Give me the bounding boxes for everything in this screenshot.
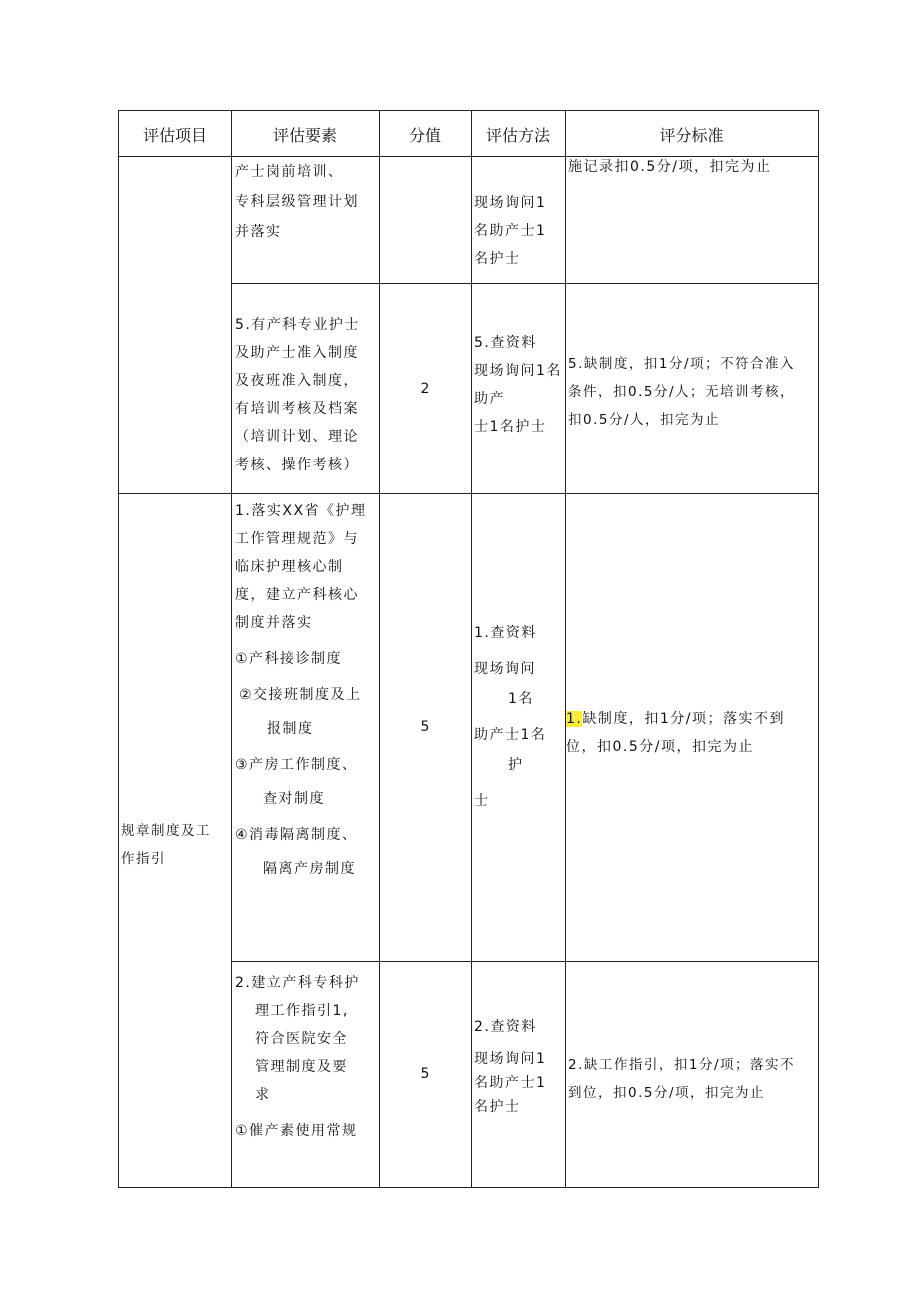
element-line: 符合医院安全 bbox=[255, 1031, 348, 1047]
standard-line: 位，扣0.5分/项，扣完为止 bbox=[566, 739, 754, 755]
header-method: 评估方法 bbox=[485, 126, 550, 145]
row3-elements bbox=[235, 969, 360, 1145]
element-line: 工作管理规范》与 bbox=[235, 531, 359, 547]
method-line: 士1名护士 bbox=[474, 419, 547, 435]
header-score: 分值 bbox=[408, 126, 441, 145]
element-line: 5.有产科专业护士 bbox=[235, 317, 360, 333]
element-line: 及夜班准入制度， bbox=[235, 373, 359, 389]
row1-score: 2 bbox=[420, 381, 430, 397]
element-line: 及助产士准入制度 bbox=[235, 345, 359, 361]
element-line: ①产科接诊制度 bbox=[235, 651, 343, 667]
element-line: 临床护理核心制 bbox=[235, 559, 344, 575]
assessment-table bbox=[118, 110, 819, 1188]
element-line: 有培训考核及档案 bbox=[235, 401, 359, 417]
method-line: 助产 bbox=[474, 391, 505, 407]
element-line: ②交接班制度及上 bbox=[239, 687, 362, 703]
row3-standard bbox=[568, 1051, 795, 1107]
project-line: 规章制度及工 bbox=[121, 823, 211, 839]
method-line: 士 bbox=[474, 793, 490, 809]
row1-method bbox=[474, 329, 562, 441]
element-line: 度，建立产科核心 bbox=[235, 587, 359, 603]
row-divider bbox=[231, 283, 818, 284]
header-standard: 评分标准 bbox=[659, 126, 724, 145]
row3-method bbox=[474, 1015, 546, 1119]
element-line: 报制度 bbox=[267, 721, 314, 737]
method-line: 名助产士1 bbox=[474, 1075, 547, 1091]
element-line: 2.建立产科专科护 bbox=[235, 975, 360, 991]
element-line: 查对制度 bbox=[263, 791, 325, 807]
element-line: 并落实 bbox=[235, 224, 282, 240]
element-line: 专科层级管理计划 bbox=[235, 194, 359, 210]
col-divider bbox=[471, 111, 472, 1187]
project-line: 作指引 bbox=[121, 851, 166, 867]
header-elements: 评估要素 bbox=[272, 126, 337, 145]
element-line: 1.落实XX省《护理 bbox=[235, 503, 367, 519]
method-line: 名护士 bbox=[474, 251, 521, 267]
row0-elements bbox=[235, 157, 359, 247]
header-project: 评估项目 bbox=[142, 126, 207, 145]
standard-line: 5.缺制度，扣1分/项；不符合准入 bbox=[568, 356, 796, 372]
element-line: ④消毒隔离制度、 bbox=[235, 827, 358, 843]
method-line: 名助产士1 bbox=[474, 223, 547, 239]
method-line: 5.查资料 bbox=[474, 335, 537, 351]
method-line: 现场询问1 bbox=[474, 1051, 547, 1067]
method-line: 现场询问 bbox=[474, 661, 536, 677]
standard-line: 扣0.5分/人，扣完为止 bbox=[568, 412, 721, 428]
col-divider bbox=[379, 111, 380, 1187]
row1-standard bbox=[568, 350, 795, 434]
standard-line bbox=[566, 705, 785, 733]
col-divider bbox=[565, 111, 566, 1187]
element-line: 考核、操作考核） bbox=[235, 457, 359, 473]
row2-score: 5 bbox=[420, 719, 430, 735]
method-line: 现场询问1名 bbox=[474, 363, 562, 379]
row0-method bbox=[474, 189, 546, 273]
element-line: 管理制度及要 bbox=[255, 1059, 348, 1075]
method-line: 2.查资料 bbox=[474, 1019, 537, 1035]
row2-elements bbox=[235, 497, 367, 883]
element-line: 理工作指引1, bbox=[255, 1003, 349, 1019]
row0-standard bbox=[568, 155, 771, 179]
element-line: 制度并落实 bbox=[235, 615, 313, 631]
row-divider bbox=[119, 493, 818, 494]
method-line: 现场询问1 bbox=[474, 195, 547, 211]
standard-line: 施记录扣0.5分/项，扣完为止 bbox=[568, 159, 772, 175]
standard-text: 缺制度，扣1分/项；落实不到 bbox=[582, 711, 785, 727]
element-line: 求 bbox=[255, 1087, 271, 1103]
element-line: （培训计划、理论 bbox=[235, 429, 359, 445]
row3-score: 5 bbox=[420, 1066, 430, 1082]
method-line: 1.查资料 bbox=[474, 625, 537, 641]
project-cell bbox=[121, 817, 211, 873]
col-divider bbox=[231, 111, 232, 1187]
standard-line: 2.缺工作指引，扣1分/项；落实不 bbox=[568, 1057, 796, 1073]
standard-line: 条件，扣0.5分/人；无培训考核， bbox=[568, 384, 796, 400]
method-line: 助产士1名 bbox=[474, 727, 547, 743]
method-line: 护 bbox=[508, 757, 524, 773]
method-line: 1名 bbox=[508, 691, 534, 707]
row2-standard bbox=[566, 705, 785, 761]
highlight-marker: 1. bbox=[566, 711, 583, 727]
standard-line: 到位，扣0.5分/项，扣完为止 bbox=[568, 1085, 766, 1101]
element-line: ③产房工作制度、 bbox=[235, 757, 358, 773]
element-line: ①催产素使用常规 bbox=[235, 1123, 358, 1139]
row-divider bbox=[231, 961, 818, 962]
method-line: 名护士 bbox=[474, 1099, 521, 1115]
element-line: 隔离产房制度 bbox=[263, 861, 356, 877]
row1-elements bbox=[235, 311, 360, 479]
row2-method bbox=[474, 621, 546, 813]
element-line: 产士岗前培训、 bbox=[235, 164, 344, 180]
